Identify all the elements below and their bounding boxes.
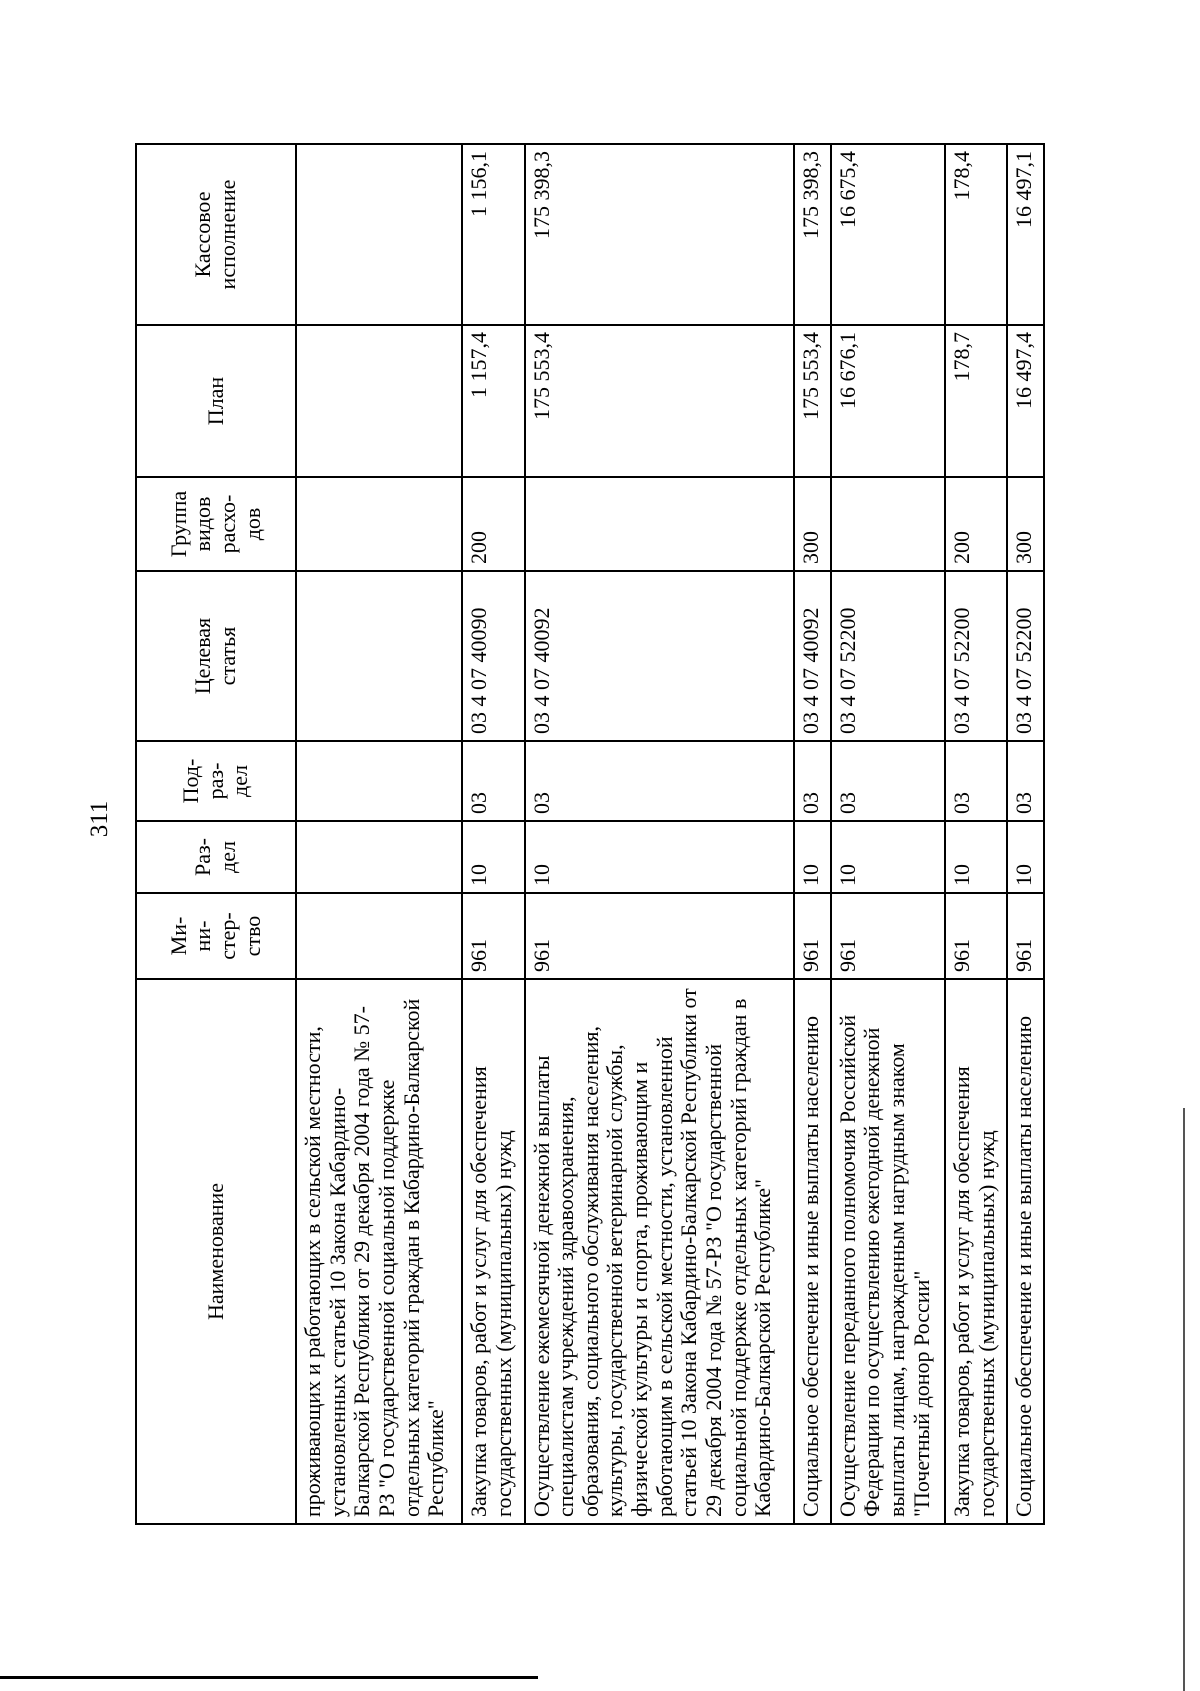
cell-plan: 16 676,1 (831, 325, 945, 477)
header-ministry: Ми- ни- стер- ство (136, 893, 296, 979)
cell-ministry (296, 893, 462, 979)
cell-ministry: 961 (1007, 893, 1044, 979)
cell-subsection: 03 (794, 741, 830, 821)
cell-expense-group (525, 477, 795, 571)
header-name: Наименование (136, 979, 296, 1524)
cell-plan: 178,7 (945, 325, 1007, 477)
cell-plan: 175 553,4 (794, 325, 830, 477)
table-row (794, 144, 830, 1524)
cell-expense-group: 300 (1007, 477, 1044, 571)
cell-expense-group (831, 477, 945, 571)
rotated-table-wrapper (135, 145, 1045, 1525)
cell-target-article (296, 571, 462, 741)
cell-plan: 1 157,4 (462, 325, 524, 477)
table-row (1007, 144, 1044, 1524)
cell-section: 10 (1007, 821, 1044, 893)
cell-subsection: 03 (1007, 741, 1044, 821)
header-plan: План (136, 325, 296, 477)
cell-cash: 175 398,3 (794, 144, 830, 325)
cell-ministry: 961 (945, 893, 1007, 979)
cell-section (296, 821, 462, 893)
cell-cash: 175 398,3 (525, 144, 795, 325)
cell-subsection: 03 (462, 741, 524, 821)
cell-section: 10 (794, 821, 830, 893)
header-expense-group: Группа видов расхо- дов (136, 477, 296, 571)
cell-ministry: 961 (525, 893, 795, 979)
cell-section: 10 (462, 821, 524, 893)
cell-section: 10 (525, 821, 795, 893)
header-section: Раз- дел (136, 821, 296, 893)
cell-target-article: 03 4 07 52200 (945, 571, 1007, 741)
cell-ministry: 961 (794, 893, 830, 979)
cell-section: 10 (945, 821, 1007, 893)
cell-section: 10 (831, 821, 945, 893)
cell-cash: 16 675,4 (831, 144, 945, 325)
cell-expense-group: 200 (945, 477, 1007, 571)
table-row (831, 144, 945, 1524)
cell-cash: 1 156,1 (462, 144, 524, 325)
cell-target-article: 03 4 07 40090 (462, 571, 524, 741)
table-header-row (136, 144, 296, 1524)
cell-cash: 178,4 (945, 144, 1007, 325)
cell-subsection: 03 (945, 741, 1007, 821)
cell-subsection: 03 (525, 741, 795, 821)
table-row (945, 144, 1007, 1524)
cell-name: Закупка товаров, работ и услуг для обеспечения государственных (муниципальных) нужд (462, 979, 524, 1524)
cell-name: проживающих и работающих в сельской местности, установленных статьей 10 Закона Кабардино-Балкарской Республики от 29 декабря 2004 года № 57-РЗ "О государственной социальной поддержке отдельных категорий граждан в Кабардино-Балкарской Республике" (296, 979, 462, 1524)
cell-cash: 16 497,1 (1007, 144, 1044, 325)
cell-name: Осуществление ежемесячной денежной выплаты специалистам учреждений здравоохранения, образования, социального обслуживания населения, культуры, государственной ветеринарной службы, физической культуры и спорта, проживающим и работающим в сельской местности, установленной статьей 10 Закона Кабардино-Балкарской Республики от 29 декабря 2004 года № 57-РЗ "О государственной социальной поддержке отдельных категорий граждан в Кабардино-Балкарской Республике" (525, 979, 795, 1524)
header-target-article: Целевая статья (136, 571, 296, 741)
cell-expense-group (296, 477, 462, 571)
cell-target-article: 03 4 07 52200 (831, 571, 945, 741)
cell-expense-group: 200 (462, 477, 524, 571)
cell-ministry: 961 (462, 893, 524, 979)
page-number: 311 (86, 800, 113, 838)
cell-expense-group: 300 (794, 477, 830, 571)
cell-target-article: 03 4 07 40092 (525, 571, 795, 741)
cell-plan: 16 497,4 (1007, 325, 1044, 477)
cell-subsection (296, 741, 462, 821)
cell-name: Осуществление переданного полномочия Российской Федерации по осуществлению ежегодной денежной выплаты лицам, награжденным нагрудным знаком "Почетный донор России" (831, 979, 945, 1524)
header-subsection: Под- раз- дел (136, 741, 296, 821)
table-row (462, 144, 524, 1524)
cell-target-article: 03 4 07 40092 (794, 571, 830, 741)
budget-table (135, 143, 1045, 1525)
cell-subsection: 03 (831, 741, 945, 821)
cell-target-article: 03 4 07 52200 (1007, 571, 1044, 741)
scan-edge-line (1183, 1108, 1185, 1691)
cell-name: Социальное обеспечение и иные выплаты населению (1007, 979, 1044, 1524)
table-row (525, 144, 795, 1524)
table-row (296, 144, 462, 1524)
cell-plan (296, 325, 462, 477)
cell-name: Социальное обеспечение и иные выплаты населению (794, 979, 830, 1524)
header-cash-execution: Кассовое исполнение (136, 144, 296, 325)
cell-plan: 175 553,4 (525, 325, 795, 477)
cell-name: Закупка товаров, работ и услуг для обеспечения государственных (муниципальных) нужд (945, 979, 1007, 1524)
cell-ministry: 961 (831, 893, 945, 979)
cell-cash (296, 144, 462, 325)
scan-edge-line (0, 1676, 538, 1679)
